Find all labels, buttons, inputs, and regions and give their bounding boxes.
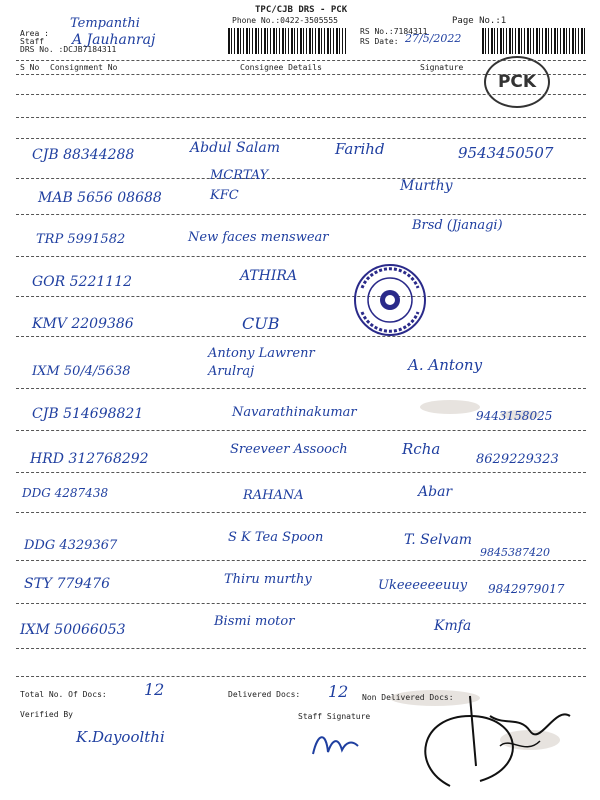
contact-phone: 9842979017 bbox=[488, 582, 565, 596]
total-docs-value: 12 bbox=[144, 680, 165, 699]
bank-seal bbox=[352, 262, 428, 338]
delivery-agent-signature bbox=[410, 686, 590, 796]
phone-number: Phone No.:0422-3505555 bbox=[232, 16, 338, 25]
non-delivered-docs-label: Non Delivered Docs: bbox=[362, 693, 454, 702]
consignee-name: Abdul Salam bbox=[190, 140, 281, 156]
consignee-name: ATHIRA bbox=[240, 268, 298, 284]
document-title: TPC/CJB DRS - PCK bbox=[255, 5, 348, 15]
divider bbox=[16, 560, 586, 561]
divider bbox=[16, 676, 586, 677]
contact-phone: 9543450507 bbox=[458, 144, 554, 162]
delivered-docs-label: Delivered Docs: bbox=[228, 690, 301, 699]
consignee-name: Thiru murthy bbox=[224, 572, 312, 587]
consignment-number: TRP 5991582 bbox=[36, 232, 126, 247]
staff-label: Staff bbox=[20, 37, 45, 46]
delivered-docs-value: 12 bbox=[328, 682, 349, 701]
consignment-number: IXM 50066053 bbox=[20, 622, 126, 638]
consignee-name: MCRTAY KFC bbox=[210, 168, 269, 203]
divider bbox=[16, 117, 586, 118]
consignment-number: MAB 5656 08688 bbox=[38, 190, 162, 206]
contact-phone: 9845387420 bbox=[480, 546, 550, 559]
rs-date-value: 27/5/2022 bbox=[405, 32, 462, 45]
consignment-number: KMV 2209386 bbox=[32, 316, 134, 332]
divider bbox=[16, 60, 586, 61]
consignee-name: Antony Lawrenr Arulraj bbox=[208, 346, 315, 379]
total-docs-label: Total No. Of Docs: bbox=[20, 690, 107, 699]
divider bbox=[16, 178, 586, 179]
consignee-name: Navarathinakumar bbox=[232, 405, 357, 420]
consignee-name: Sreeveer Assooch bbox=[230, 442, 348, 457]
recipient-signature: A. Antony bbox=[408, 356, 483, 374]
column-consignee: Consignee Details bbox=[240, 63, 322, 72]
divider bbox=[16, 138, 586, 139]
column-consignment: Consignment No bbox=[50, 63, 118, 72]
barcode-right bbox=[482, 28, 586, 54]
staff-value: A Jauhanraj bbox=[72, 32, 156, 48]
recipient-signature: Farihd bbox=[335, 140, 385, 158]
divider bbox=[16, 74, 586, 75]
consignee-name: S K Tea Spoon bbox=[228, 530, 324, 545]
verified-by-signature: K.Dayoolthi bbox=[76, 728, 165, 746]
stain bbox=[420, 400, 480, 414]
divider bbox=[16, 336, 586, 337]
staff-signature-label: Staff Signature bbox=[298, 712, 371, 721]
consignment-number: DDG 4287438 bbox=[22, 486, 109, 500]
consignment-number: HRD 312768292 bbox=[30, 451, 149, 467]
divider bbox=[16, 296, 586, 297]
area-label: Area : bbox=[20, 29, 49, 38]
area-value: Tempanthi bbox=[70, 16, 140, 31]
barcode-left bbox=[228, 28, 346, 54]
column-signature: Signature bbox=[420, 63, 464, 72]
consignee-name: RAHANA bbox=[243, 488, 304, 503]
recipient-signature: Kmfa bbox=[434, 618, 472, 634]
divider bbox=[16, 603, 586, 604]
consignment-number: DDG 4329367 bbox=[24, 538, 118, 553]
rs-number: RS No.:7184311 bbox=[360, 27, 428, 36]
staff-signature-mark bbox=[308, 722, 368, 762]
contact-phone: 9443158025 bbox=[476, 409, 553, 423]
pck-stamp-text: PCK bbox=[497, 72, 537, 92]
recipient-signature: Brsd (Jjanagi) bbox=[412, 218, 503, 233]
consignment-number: CJB 514698821 bbox=[32, 406, 144, 422]
consignee-name: CUB bbox=[242, 314, 280, 333]
rs-date-label: RS Date: bbox=[360, 37, 399, 46]
recipient-signature: Abar bbox=[418, 484, 453, 500]
consignment-number: STY 779476 bbox=[24, 576, 111, 592]
divider bbox=[16, 648, 586, 649]
divider bbox=[16, 214, 586, 215]
verified-by-label: Verified By bbox=[20, 710, 73, 719]
recipient-signature: Ukeeeeeeuuy bbox=[378, 578, 468, 593]
consignee-name: New faces menswear bbox=[188, 230, 329, 245]
consignee-name: Bismi motor bbox=[214, 614, 295, 629]
recipient-signature: T. Selvam bbox=[404, 532, 473, 548]
page-number: Page No.:1 bbox=[452, 16, 507, 26]
consignment-number: GOR 5221112 bbox=[32, 274, 133, 290]
contact-phone: 8629229323 bbox=[476, 452, 559, 467]
divider bbox=[16, 430, 586, 431]
pck-stamp bbox=[484, 56, 550, 108]
recipient-signature: Rcha bbox=[402, 440, 441, 458]
recipient-signature: Murthy bbox=[400, 178, 453, 194]
divider bbox=[16, 512, 586, 513]
divider bbox=[16, 472, 586, 473]
divider bbox=[16, 388, 586, 389]
divider bbox=[16, 94, 586, 95]
consignment-number: CJB 88344288 bbox=[32, 147, 135, 163]
consignment-number: IXM 50/4/5638 bbox=[32, 364, 131, 379]
divider bbox=[16, 256, 586, 257]
drs-number: DRS No. :DCJB7184311 bbox=[20, 45, 117, 54]
column-sno: S No bbox=[20, 63, 40, 72]
